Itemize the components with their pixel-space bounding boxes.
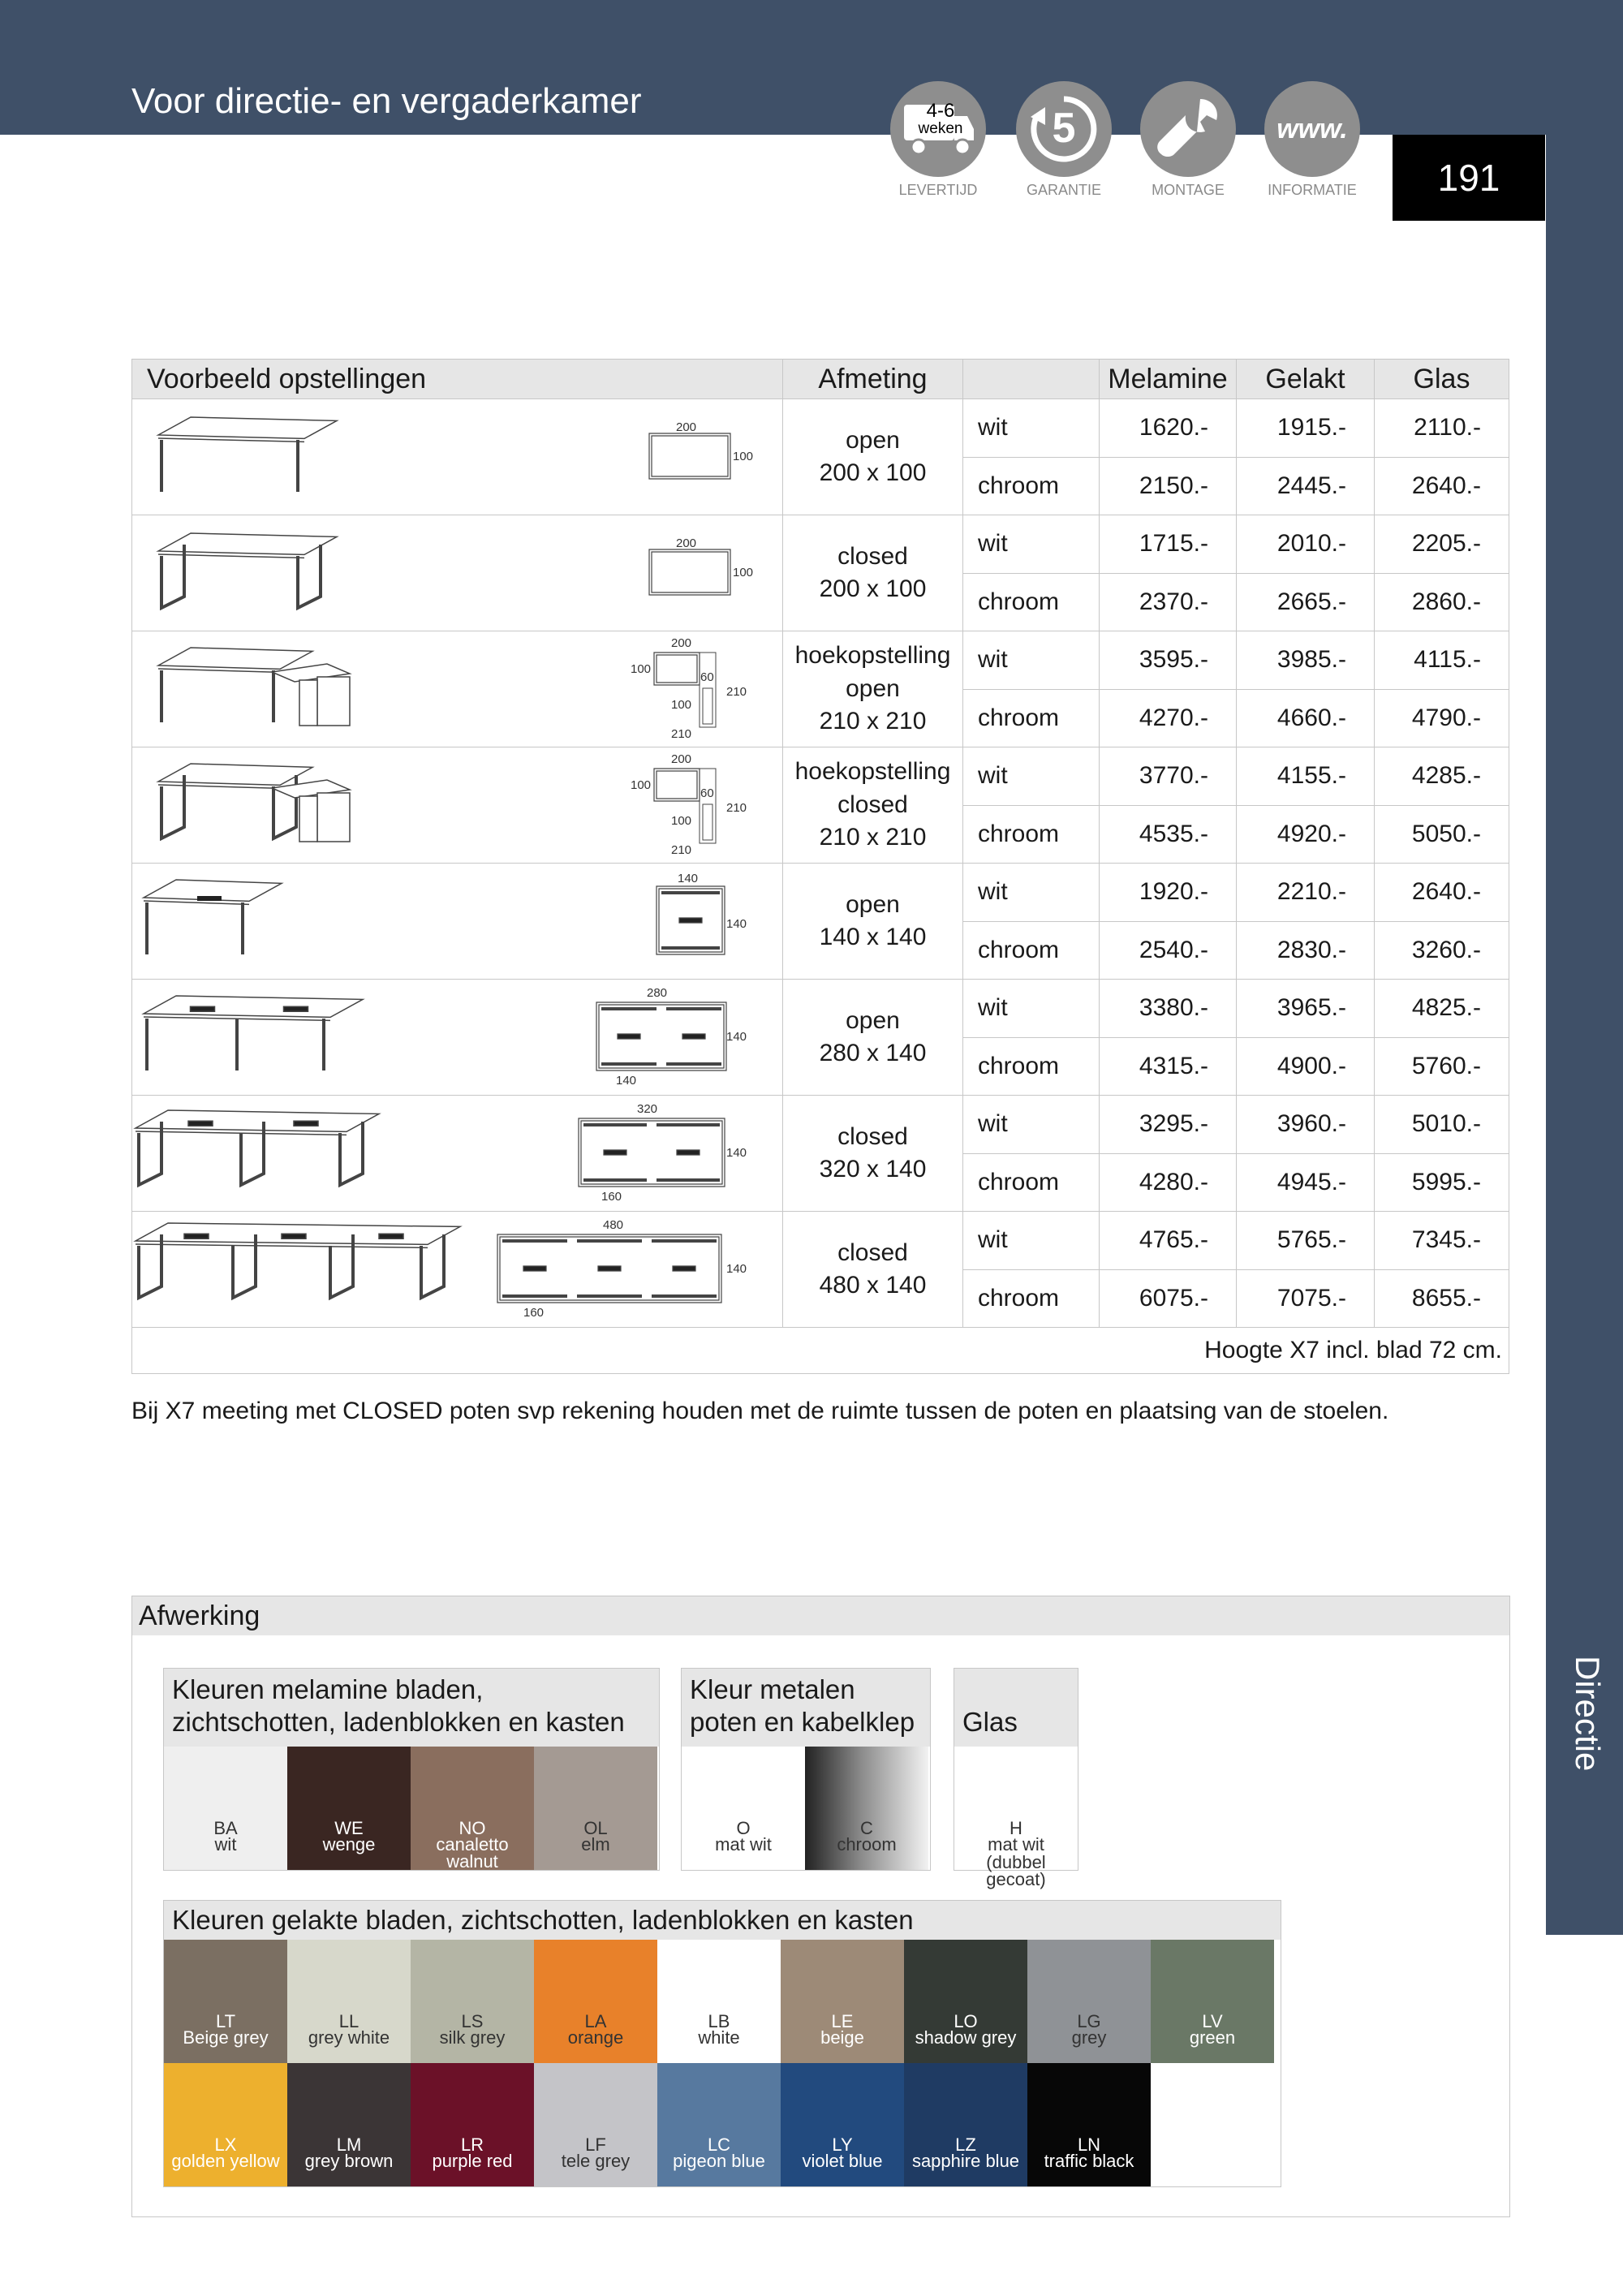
size-line: 480 x 140: [819, 1272, 927, 1299]
setup-illustration: [132, 980, 783, 1095]
price-lacquer: 4660.-: [1237, 689, 1375, 747]
price-lacquer: 4945.-: [1237, 1153, 1375, 1212]
size-line: 280 x 140: [819, 1040, 927, 1066]
col-header-example: Voorbeeld opstellingen: [132, 360, 783, 399]
color-swatch: [411, 1940, 534, 2063]
plan-drawing: [649, 549, 730, 595]
swatch-code: LY: [832, 2134, 853, 2155]
price-lacquer: 2665.-: [1237, 573, 1375, 631]
color-swatch: [411, 1747, 534, 1870]
dimension-label: 100: [631, 778, 652, 792]
swatch-code: LF: [585, 2134, 606, 2155]
size-line: open: [846, 674, 900, 702]
size-line: 210 x 210: [819, 708, 927, 735]
color-swatch: [534, 1747, 657, 1870]
size-cell: [783, 1096, 963, 1212]
col-header-finish: [963, 360, 1100, 399]
finish-cell: wit: [963, 747, 1100, 806]
dimension-label: 320: [637, 1102, 658, 1116]
setup-illustration: [132, 515, 783, 631]
plan-drawing: [654, 653, 700, 685]
table-drawing: [136, 1110, 379, 1185]
price-glass: 2205.-: [1375, 515, 1509, 574]
finish-cell: wit: [963, 399, 1100, 458]
price-row: [132, 515, 1509, 574]
color-swatch: [954, 1747, 1078, 1889]
price-lacquer: 2210.-: [1237, 864, 1375, 922]
swatch-name: white: [698, 2027, 740, 2048]
swatch-name: pigeon blue: [673, 2151, 765, 2171]
dimension-label: 60: [700, 670, 714, 684]
finish-cell: wit: [963, 1096, 1100, 1154]
price-lacquer: 3960.-: [1237, 1096, 1375, 1154]
color-swatch: [1151, 1940, 1274, 2063]
finish-cell: chroom: [963, 573, 1100, 631]
price-glass: 5010.-: [1375, 1096, 1509, 1154]
color-swatch: [164, 1940, 287, 2063]
glass-box: [954, 1668, 1078, 1889]
color-swatch: [287, 2063, 411, 2186]
finish-cell: wit: [963, 1212, 1100, 1270]
price-melamine: 3380.-: [1100, 980, 1237, 1038]
icon-label-informatie: INFORMATIE: [1268, 182, 1357, 198]
color-swatch: [1027, 1940, 1151, 2063]
swatch-code: C: [860, 1818, 873, 1838]
swatch-code: LC: [707, 2134, 731, 2155]
price-glass: 5995.-: [1375, 1153, 1509, 1212]
swatch-name: mat wit: [715, 1834, 772, 1854]
finish-cell: chroom: [963, 805, 1100, 864]
color-swatch: [657, 2063, 781, 2186]
price-melamine: 4280.-: [1100, 1153, 1237, 1212]
price-row: [132, 631, 1509, 690]
setup-illustration-cell: [132, 515, 783, 631]
color-swatch: [805, 1747, 928, 1870]
swatch-code: LO: [954, 2011, 978, 2031]
size-line: 320 x 140: [819, 1156, 927, 1182]
setup-illustration-cell: [132, 1212, 783, 1328]
plan-drawing: [649, 433, 730, 479]
swatch-name: mat wit: [988, 1834, 1044, 1854]
swatch-name: Beige grey: [183, 2027, 269, 2048]
color-swatch: [534, 1940, 657, 2063]
price-glass: 2860.-: [1375, 573, 1509, 631]
price-lacquer: 2445.-: [1237, 457, 1375, 515]
col-header-lacquer: Gelakt: [1237, 360, 1375, 399]
side-tab-label: Directie: [1569, 1656, 1607, 1772]
swatch-name: canaletto walnut: [436, 1834, 509, 1872]
price-row: [132, 1096, 1509, 1154]
color-swatch: [287, 1747, 411, 1870]
finish-cell: chroom: [963, 689, 1100, 747]
dimension-label: 140: [726, 1146, 747, 1160]
swatch-name: green: [1189, 2027, 1236, 2048]
size-line: 200 x 100: [819, 459, 927, 486]
col-header-melamine: Melamine: [1100, 360, 1237, 399]
dimension-label: 480: [603, 1218, 624, 1232]
size-line: hoekopstelling: [794, 642, 951, 670]
color-swatch: [411, 2063, 534, 2186]
price-row: [132, 399, 1509, 458]
finish-cell: chroom: [963, 1269, 1100, 1328]
setup-illustration-cell: [132, 631, 783, 747]
dimension-label: 60: [700, 786, 714, 800]
swatch-name: tele grey: [561, 2151, 631, 2171]
price-glass: 2110.-: [1375, 399, 1509, 458]
price-lacquer: 3965.-: [1237, 980, 1375, 1038]
size-line: closed: [837, 542, 908, 570]
size-cell: [783, 631, 963, 747]
swatch-code: LE: [831, 2011, 854, 2031]
swatch-name: grey brown: [304, 2151, 394, 2171]
size-line: open: [846, 1006, 900, 1034]
setup-illustration: [132, 1212, 783, 1327]
price-melamine: 4765.-: [1100, 1212, 1237, 1270]
table-drawing: [144, 996, 363, 1070]
price-glass: 3260.-: [1375, 921, 1509, 980]
size-cell: [783, 864, 963, 980]
finishes-panel: [131, 1596, 1510, 2217]
dimension-label: 160: [523, 1306, 545, 1320]
swatch-name: orange: [567, 2027, 624, 2048]
www-text: www.: [1276, 113, 1348, 144]
finish-cell: chroom: [963, 1153, 1100, 1212]
swatch-code: LR: [460, 2134, 484, 2155]
price-glass: 4115.-: [1375, 631, 1509, 690]
swatch-name: grey: [1071, 2027, 1107, 2048]
col-header-glass: Glas: [1375, 360, 1509, 399]
page-number: 191: [1393, 135, 1545, 221]
swatch-name: beige: [820, 2027, 864, 2048]
dimension-label: 210: [726, 685, 747, 699]
setup-illustration-cell: [132, 980, 783, 1096]
price-melamine: 4315.-: [1100, 1037, 1237, 1096]
color-swatch: [534, 2063, 657, 2186]
melamine-title-1: Kleuren melamine bladen,: [172, 1674, 484, 1704]
metal-title-2: poten en kabelklep: [690, 1707, 915, 1737]
size-line: closed: [837, 790, 908, 818]
swatch-name: sapphire blue: [911, 2151, 1020, 2171]
swatch-code: WE: [334, 1818, 364, 1838]
price-melamine: 3295.-: [1100, 1096, 1237, 1154]
dimension-label: 140: [616, 1074, 637, 1088]
swatch-code: LA: [584, 2011, 607, 2031]
price-glass: 2640.-: [1375, 457, 1509, 515]
swatch-code: LV: [1202, 2011, 1223, 2031]
color-swatch: [781, 1940, 904, 2063]
price-lacquer: 4900.-: [1237, 1037, 1375, 1096]
dimension-label: 100: [671, 814, 692, 828]
price-melamine: 4270.-: [1100, 689, 1237, 747]
swatch-name: silk grey: [439, 2027, 506, 2048]
price-table-header: [132, 360, 1509, 399]
price-lacquer: 7075.-: [1237, 1269, 1375, 1328]
price-melamine: 2370.-: [1100, 573, 1237, 631]
dimension-label: 140: [726, 917, 747, 931]
price-lacquer: 5765.-: [1237, 1212, 1375, 1270]
table-drawing: [144, 880, 282, 954]
icon-label-montage: MONTAGE: [1152, 182, 1225, 198]
price-melamine: 1620.-: [1100, 399, 1237, 458]
swatch-code: LT: [215, 2011, 236, 2031]
price-row: [132, 864, 1509, 922]
swatch-name: grey white: [308, 2027, 390, 2048]
color-swatch: [1027, 2063, 1151, 2186]
finish-cell: chroom: [963, 1037, 1100, 1096]
dimension-label: 210: [671, 843, 692, 857]
table-drawing: [158, 648, 312, 722]
dimension-label: 210: [726, 801, 747, 815]
swatch-code: LZ: [955, 2134, 976, 2155]
size-cell: [783, 399, 963, 515]
swatch-code: BA: [213, 1818, 238, 1838]
swatch-name: violet blue: [802, 2151, 883, 2171]
price-lacquer: 1915.-: [1237, 399, 1375, 458]
color-swatch: [904, 2063, 1027, 2186]
finish-cell: wit: [963, 631, 1100, 690]
plan-drawing: [579, 1118, 725, 1187]
setup-illustration-cell: [132, 399, 783, 515]
setup-illustration-cell: [132, 1096, 783, 1212]
finish-cell: chroom: [963, 921, 1100, 980]
color-swatch: [164, 1747, 287, 1870]
swatch-name: elm: [581, 1834, 610, 1854]
swatch-name: shadow grey: [915, 2027, 1017, 2048]
color-swatch: [164, 2063, 287, 2186]
setup-illustration-cell: [132, 747, 783, 864]
table-drawing: [158, 417, 337, 492]
finish-cell: chroom: [963, 457, 1100, 515]
price-row: [132, 980, 1509, 1038]
dimension-label: 210: [671, 727, 692, 741]
size-cell: [783, 515, 963, 631]
dimension-label: 140: [678, 872, 699, 885]
swatch-name: traffic black: [1044, 2151, 1134, 2171]
lacquer-box: [163, 1900, 1281, 2187]
price-melamine: 6075.-: [1100, 1269, 1237, 1328]
dimension-label: 200: [676, 536, 697, 550]
glass-title: Glas: [962, 1707, 1018, 1737]
swatch-code: LM: [336, 2134, 362, 2155]
drawer-unit-drawing: [272, 664, 350, 726]
color-swatch: [657, 1940, 781, 2063]
swatch-code: NO: [458, 1818, 486, 1838]
price-row: [132, 1212, 1509, 1270]
color-swatch: [287, 1940, 411, 2063]
www-icon: [1264, 81, 1360, 177]
size-line: closed: [837, 1122, 908, 1150]
plan-drawing: [657, 886, 725, 954]
dimension-label: 140: [726, 1030, 747, 1044]
dimension-label: 200: [671, 636, 692, 650]
price-lacquer: 2830.-: [1237, 921, 1375, 980]
dimension-label: 140: [726, 1262, 747, 1276]
metal-title-1: Kleur metalen: [690, 1674, 855, 1704]
color-swatch: [904, 1940, 1027, 2063]
swatch-code: H: [1010, 1818, 1022, 1838]
size-line: open: [846, 890, 900, 918]
size-cell: [783, 1212, 963, 1328]
price-glass: 4790.-: [1375, 689, 1509, 747]
swatch-code: LN: [1077, 2134, 1101, 2155]
price-glass: 7345.-: [1375, 1212, 1509, 1270]
price-melamine: 2540.-: [1100, 921, 1237, 980]
delivery-weeks-value: 4-6: [926, 100, 955, 122]
delivery-weeks-unit: weken: [918, 120, 963, 137]
remark-text: Bij X7 meeting met CLOSED poten svp rekening houden met de ruimte tussen de poten en plaatsing van de stoelen.: [131, 1398, 1389, 1424]
finish-cell: wit: [963, 515, 1100, 574]
page-title: Voor directie- en vergaderkamer: [131, 81, 642, 121]
size-line: closed: [837, 1238, 908, 1266]
wrench-icon: [1140, 81, 1236, 177]
finishes-title: Afwerking: [139, 1600, 260, 1631]
price-melamine: 1715.-: [1100, 515, 1237, 574]
setup-illustration-cell: [132, 864, 783, 980]
price-melamine: 3770.-: [1100, 747, 1237, 806]
metal-box: [681, 1668, 931, 1871]
melamine-title-2: zichtschotten, ladenblokken en kasten: [172, 1707, 625, 1737]
plan-drawing: [497, 1234, 721, 1303]
price-glass: 2640.-: [1375, 864, 1509, 922]
size-line: open: [846, 426, 900, 454]
swatch-code: LX: [214, 2134, 237, 2155]
dimension-label: 100: [631, 662, 652, 676]
swatch-name-2: (dubbel gecoat): [986, 1852, 1046, 1889]
icon-label-garantie: GARANTIE: [1026, 182, 1101, 198]
table-drawing: [158, 533, 337, 608]
plan-drawing: [654, 769, 700, 801]
size-cell: [783, 747, 963, 864]
price-lacquer: 3985.-: [1237, 631, 1375, 690]
price-glass: 4825.-: [1375, 980, 1509, 1038]
swatch-name: wenge: [322, 1834, 376, 1854]
table-drawing: [136, 1223, 460, 1298]
dimension-label: 280: [647, 986, 668, 1000]
table-footnote: Hoogte X7 incl. blad 72 cm.: [132, 1328, 1509, 1374]
price-table: [131, 359, 1509, 1374]
truck-icon: [890, 81, 986, 177]
price-row: [132, 747, 1509, 806]
finish-cell: wit: [963, 864, 1100, 922]
price-lacquer: 4920.-: [1237, 805, 1375, 864]
lacquer-title: Kleuren gelakte bladen, zichtschotten, ladenblokken en kasten: [164, 1901, 1281, 1940]
price-lacquer: 2010.-: [1237, 515, 1375, 574]
plan-drawing: [596, 1002, 726, 1070]
setup-illustration: [132, 1096, 783, 1211]
setup-illustration: [132, 399, 783, 515]
size-line: 210 x 210: [819, 824, 927, 851]
swatch-code: LG: [1077, 2011, 1101, 2031]
price-glass: 8655.-: [1375, 1269, 1509, 1328]
melamine-box: [163, 1668, 660, 1871]
price-melamine: 1920.-: [1100, 864, 1237, 922]
price-melamine: 2150.-: [1100, 457, 1237, 515]
dimension-label: 200: [676, 420, 697, 434]
icon-label-levertijd: LEVERTIJD: [898, 182, 978, 198]
warranty-years: 5: [1052, 105, 1076, 152]
price-glass: 5760.-: [1375, 1037, 1509, 1096]
swatch-code: LS: [461, 2011, 484, 2031]
swatch-code: LB: [708, 2011, 730, 2031]
finish-cell: wit: [963, 980, 1100, 1038]
table-drawing: [158, 764, 312, 838]
price-lacquer: 4155.-: [1237, 747, 1375, 806]
swatch-code: O: [736, 1818, 751, 1838]
swatch-name: golden yellow: [171, 2151, 280, 2171]
size-cell: [783, 980, 963, 1096]
size-line: hoekopstelling: [794, 758, 951, 786]
size-line: 200 x 100: [819, 575, 927, 602]
dimension-label: 100: [671, 698, 692, 712]
swatch-code: LL: [338, 2011, 359, 2031]
dimension-label: 200: [671, 752, 692, 766]
price-melamine: 4535.-: [1100, 805, 1237, 864]
dimension-label: 100: [733, 450, 754, 463]
col-header-size: Afmeting: [783, 360, 963, 399]
dimension-label: 100: [733, 566, 754, 579]
price-melamine: 3595.-: [1100, 631, 1237, 690]
price-glass: 4285.-: [1375, 747, 1509, 806]
size-line: 140 x 140: [819, 924, 927, 950]
swatch-name: wit: [214, 1834, 237, 1854]
swatch-name: chroom: [837, 1834, 897, 1854]
warranty-5-icon: [1016, 81, 1112, 177]
swatch-name: purple red: [432, 2151, 513, 2171]
swatch-code: OL: [583, 1818, 608, 1838]
price-glass: 5050.-: [1375, 805, 1509, 864]
color-swatch: [781, 2063, 904, 2186]
dimension-label: 160: [601, 1190, 622, 1204]
color-swatch: [682, 1747, 805, 1870]
